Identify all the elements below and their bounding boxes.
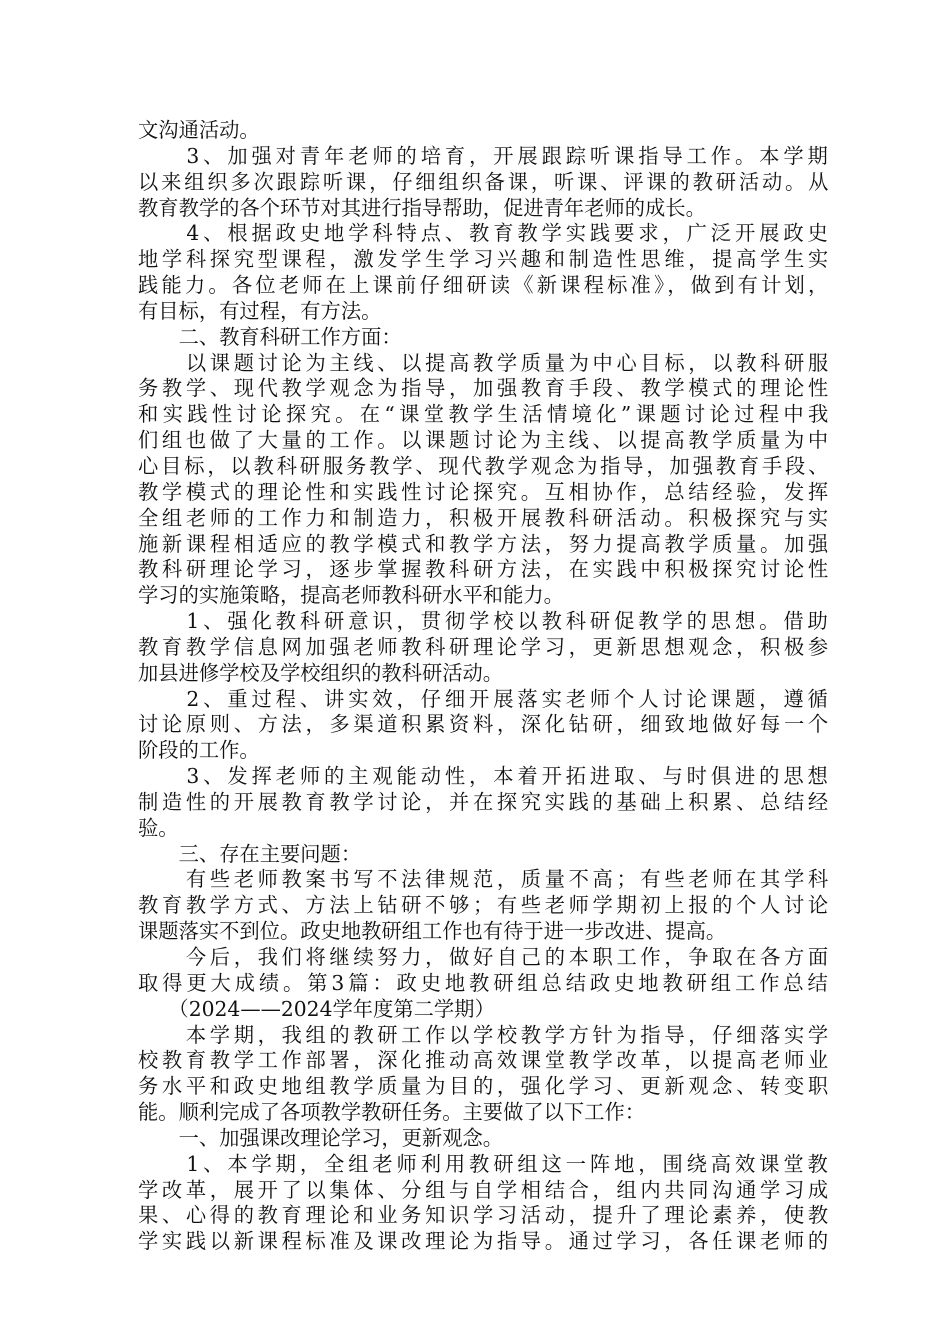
text-line: 有目标，有过程，有方法。 (138, 298, 382, 323)
text-line: 制造性的开展教育教学讨论，并在探究实践的基础上积累、总结经 (138, 789, 832, 814)
text-line: 以来组织多次跟踪听课，仔细组织备课，听课、评课的教研活动。从 (138, 169, 832, 194)
text-line: 教育教学方式、方法上钻研不够；有些老师学期初上报的个人讨论 (138, 893, 832, 918)
text-line: 施新课程相适应的教学模式和教学方法，努力提高教学质量。加强 (138, 531, 832, 556)
text-line: 教科研理论学习，逐步掌握教科研方法，在实践中积极探究讨论性 (138, 557, 832, 582)
text-line: 今后，我们将继续努力，做好自己的本职工作，争取在各方面 (138, 945, 832, 969)
text-line: 教育教学的各个环节对其进行指导帮助，促进青年老师的成长。 (138, 195, 706, 220)
text-line: 学习的实施策略，提高老师教科研水平和能力。 (138, 583, 564, 608)
text-line: 地学科探究型课程，激发学生学习兴趣和制造性思维，提高学生实 (138, 247, 832, 272)
text-line: 全组老师的工作力和制造力，积极开展教科研活动。积极探究与实 (138, 505, 832, 530)
text-line: 验。 (138, 815, 179, 840)
text-line: 果、心得的教育理论和业务知识学习活动，提升了理论素养，使教 (138, 1203, 832, 1228)
text-line: 务教学、现代教学观念为指导，加强教育手段、教学模式的理论性 (138, 376, 832, 401)
text-line: 们组也做了大量的工作。以课题讨论为主线、以提高教学质量为中 (138, 428, 832, 453)
text-line: 教育教学信息网加强老师教科研理论学习，更新思想观念，积极参 (138, 634, 832, 659)
text-line: 1、本学期，全组老师利用教研组这一阵地，围绕高效课堂教 (138, 1151, 832, 1176)
text-line: 校教育教学工作部署，深化推动高效课堂教学改革，以提高老师业 (138, 1048, 832, 1073)
text-line: 取得更大成绩。第3篇：政史地教研组总结政史地教研组工作总结 (138, 970, 832, 995)
text-line: 教学模式的理论性和实践性讨论探究。互相协作，总结经验，发挥 (138, 479, 832, 504)
document-page (138, 118, 833, 1255)
text-line: 一、加强课改理论学习，更新观念。 (138, 1125, 504, 1150)
text-line: 阶段的工作。 (138, 738, 260, 763)
text-line: 心目标，以教科研服务教学、现代教学观念为指导，加强教育手段、 (138, 453, 832, 478)
text-line: 有些老师教案书写不法律规范，质量不高；有些老师在其学科 (138, 867, 832, 892)
text-line: 本学期，我组的教研工作以学校教学方针为指导，仔细落实学 (138, 1022, 832, 1047)
text-line: 4、根据政史地学科特点、教育教学实践要求，广泛开展政史 (138, 221, 832, 246)
text-line: 2、重过程、讲实效，仔细开展落实老师个人讨论课题，遵循 (138, 686, 832, 711)
text-line: 践能力。各位老师在上课前仔细研读《新课程标准》，做到有计划， (138, 273, 832, 298)
text-line: 和实践性讨论探究。在“课堂教学生活情境化”课题讨论过程中我 (138, 402, 833, 427)
text-line: 3、发挥老师的主观能动性，本着开拓进取、与时俱进的思想 (138, 764, 832, 789)
text-line: （2024——2024学年度第二学期） (138, 996, 495, 1021)
text-line: 课题落实不到位。政史地教研组工作也有待于进一步改进、提高。 (138, 919, 727, 944)
text-line: 讨论原则、方法，多渠道积累资料，深化钻研，细致地做好每一个 (138, 712, 832, 737)
text-line: 能。顺利完成了各项教学教研任务。主要做了以下工作： (138, 1100, 646, 1125)
text-line: 学改革，展开了以集体、分组与自学相结合，组内共同沟通学习成 (138, 1177, 832, 1202)
text-line: 3、加强对青年老师的培育，开展跟踪听课指导工作。本学期 (138, 143, 832, 168)
text-line: 1、强化教科研意识，贯彻学校以教科研促教学的思想。借助 (138, 609, 832, 634)
text-line: 加县进修学校及学校组织的教科研活动。 (138, 660, 504, 685)
text-line: 三、存在主要问题： (138, 841, 362, 866)
text-line: 二、教育科研工作方面： (138, 324, 402, 349)
text-line: 文沟通活动。 (138, 118, 260, 142)
text-line: 学实践以新课程标准及课改理论为指导。通过学习，各任课老师的 (138, 1229, 832, 1254)
text-line: 务水平和政史地组教学质量为目的，强化学习、更新观念、转变职 (138, 1074, 832, 1099)
text-line: 以课题讨论为主线、以提高教学质量为中心目标，以教科研服 (138, 350, 832, 375)
